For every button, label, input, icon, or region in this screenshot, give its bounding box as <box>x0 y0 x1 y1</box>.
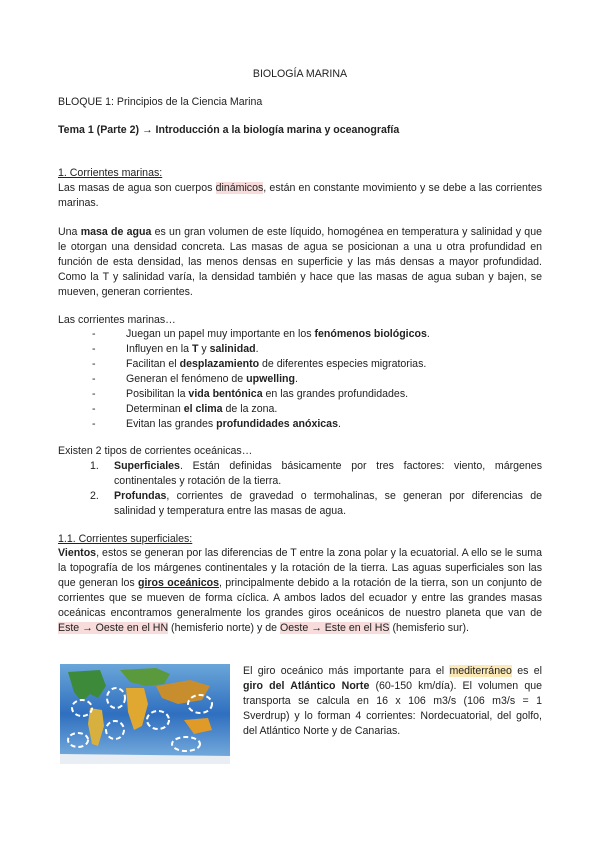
atlantic-gyre-paragraph: El giro oceánico más importante para el mediterráneo es el giro del Atlántico Norte (60-150 km/día). El volumen que transporta se calcula en 16 x 106 m3/s (106 m3/s = 1 Sverdrup) y lo forman 4 corrientes: Nordecuatorial, del golfo, del Atlántico Norte y de Canarias. <box>243 665 543 737</box>
highlight-mediterraneo: mediterráneo <box>449 665 512 677</box>
tema-heading: Tema 1 (Parte 2) → Introducción a la biología marina y oceanografía <box>58 124 400 136</box>
section-1-heading: 1. Corrientes marinas: <box>58 167 163 179</box>
giros-oceanicos-term: giros oceánicos <box>138 577 220 589</box>
highlight-oeste-este: Oeste → Este en el HS <box>279 622 390 634</box>
block-heading: BLOQUE 1: Principios de la Ciencia Marina <box>58 96 263 108</box>
list-item: - Posibilitan la vida bentónica en las grandes profundidades. <box>92 387 532 402</box>
list-intro: Las corrientes marinas… <box>58 314 176 326</box>
paragraph-masa-de-agua: Una masa de agua es un gran volumen de este líquido, homogénea en temperatura y salinidad y que le otorgan una densidad concreta. Las masas de agua se posicionan a una u otra profundidad en función de esta densidad, las menos densas en superficie y las más densas a mayor profundidad. Como la T y salinidad varía, la densidad también y hace que las masas de agua suban y bajen, se mueven, generan corrientes. <box>58 226 542 298</box>
ocean-gyres-map <box>60 664 230 764</box>
highlight-este-oeste: Este → Oeste en el HN <box>58 622 169 634</box>
list-item: - Determinan el clima de la zona. <box>92 402 532 417</box>
list-item: - Evitan las grandes profundidades anóxicas. <box>92 417 532 432</box>
world-map-image <box>60 664 230 764</box>
paragraph-vientos: Vientos, estos se generan por las diferencias de T entre la zona polar y la ecuatorial. A ello se le suma la topografía de los márgenes continentales y la rotación de la tierra. Las aguas superficiales son las que generan los giros oceánicos, principalmente debido a la rotación de la tierra, son un conjunto de corrientes que se mueven de forma cíclica. A ambos lados del ecuador y entre las grandes masas oceánicas encontramos generalmente los grandes giros oceánicos de nuestro planeta que van de Este → Oeste en el HN (hemisferio norte) y de Oeste → Este en el HS (hemisferio sur). <box>58 547 542 634</box>
section-1-1-heading: 1.1. Corrientes superficiales: <box>58 533 193 545</box>
list-item: - Generan el fenómeno de upwelling. <box>92 372 532 387</box>
list-item: 2. Profundas, corrientes de gravedad o termohalinas, se generan por diferencias de salinidad y temperatura entre las masas de agua. <box>90 490 542 517</box>
types-intro: Existen 2 tipos de corrientes oceánicas… <box>58 445 253 457</box>
list-item: - Influyen en la T y salinidad. <box>92 342 532 357</box>
highlight-dinamicos: dinámicos <box>215 182 264 194</box>
list-item: 1. Superficiales. Están definidas básicamente por tres factores: viento, márgenes continentales y rotación de la tierra. <box>90 460 542 487</box>
doc-title: BIOLOGÍA MARINA <box>252 68 348 80</box>
effects-list <box>92 327 532 432</box>
list-item: - Facilitan el desplazamiento de diferentes especies migratorias. <box>92 357 532 372</box>
paragraph-dinamicos: Las masas de agua son cuerpos dinámicos, están en constante movimiento y se debe a las corrientes marinas. <box>58 182 543 209</box>
types-list <box>90 459 542 519</box>
list-item: - Juegan un papel muy importante en los fenómenos biológicos. <box>92 327 532 342</box>
